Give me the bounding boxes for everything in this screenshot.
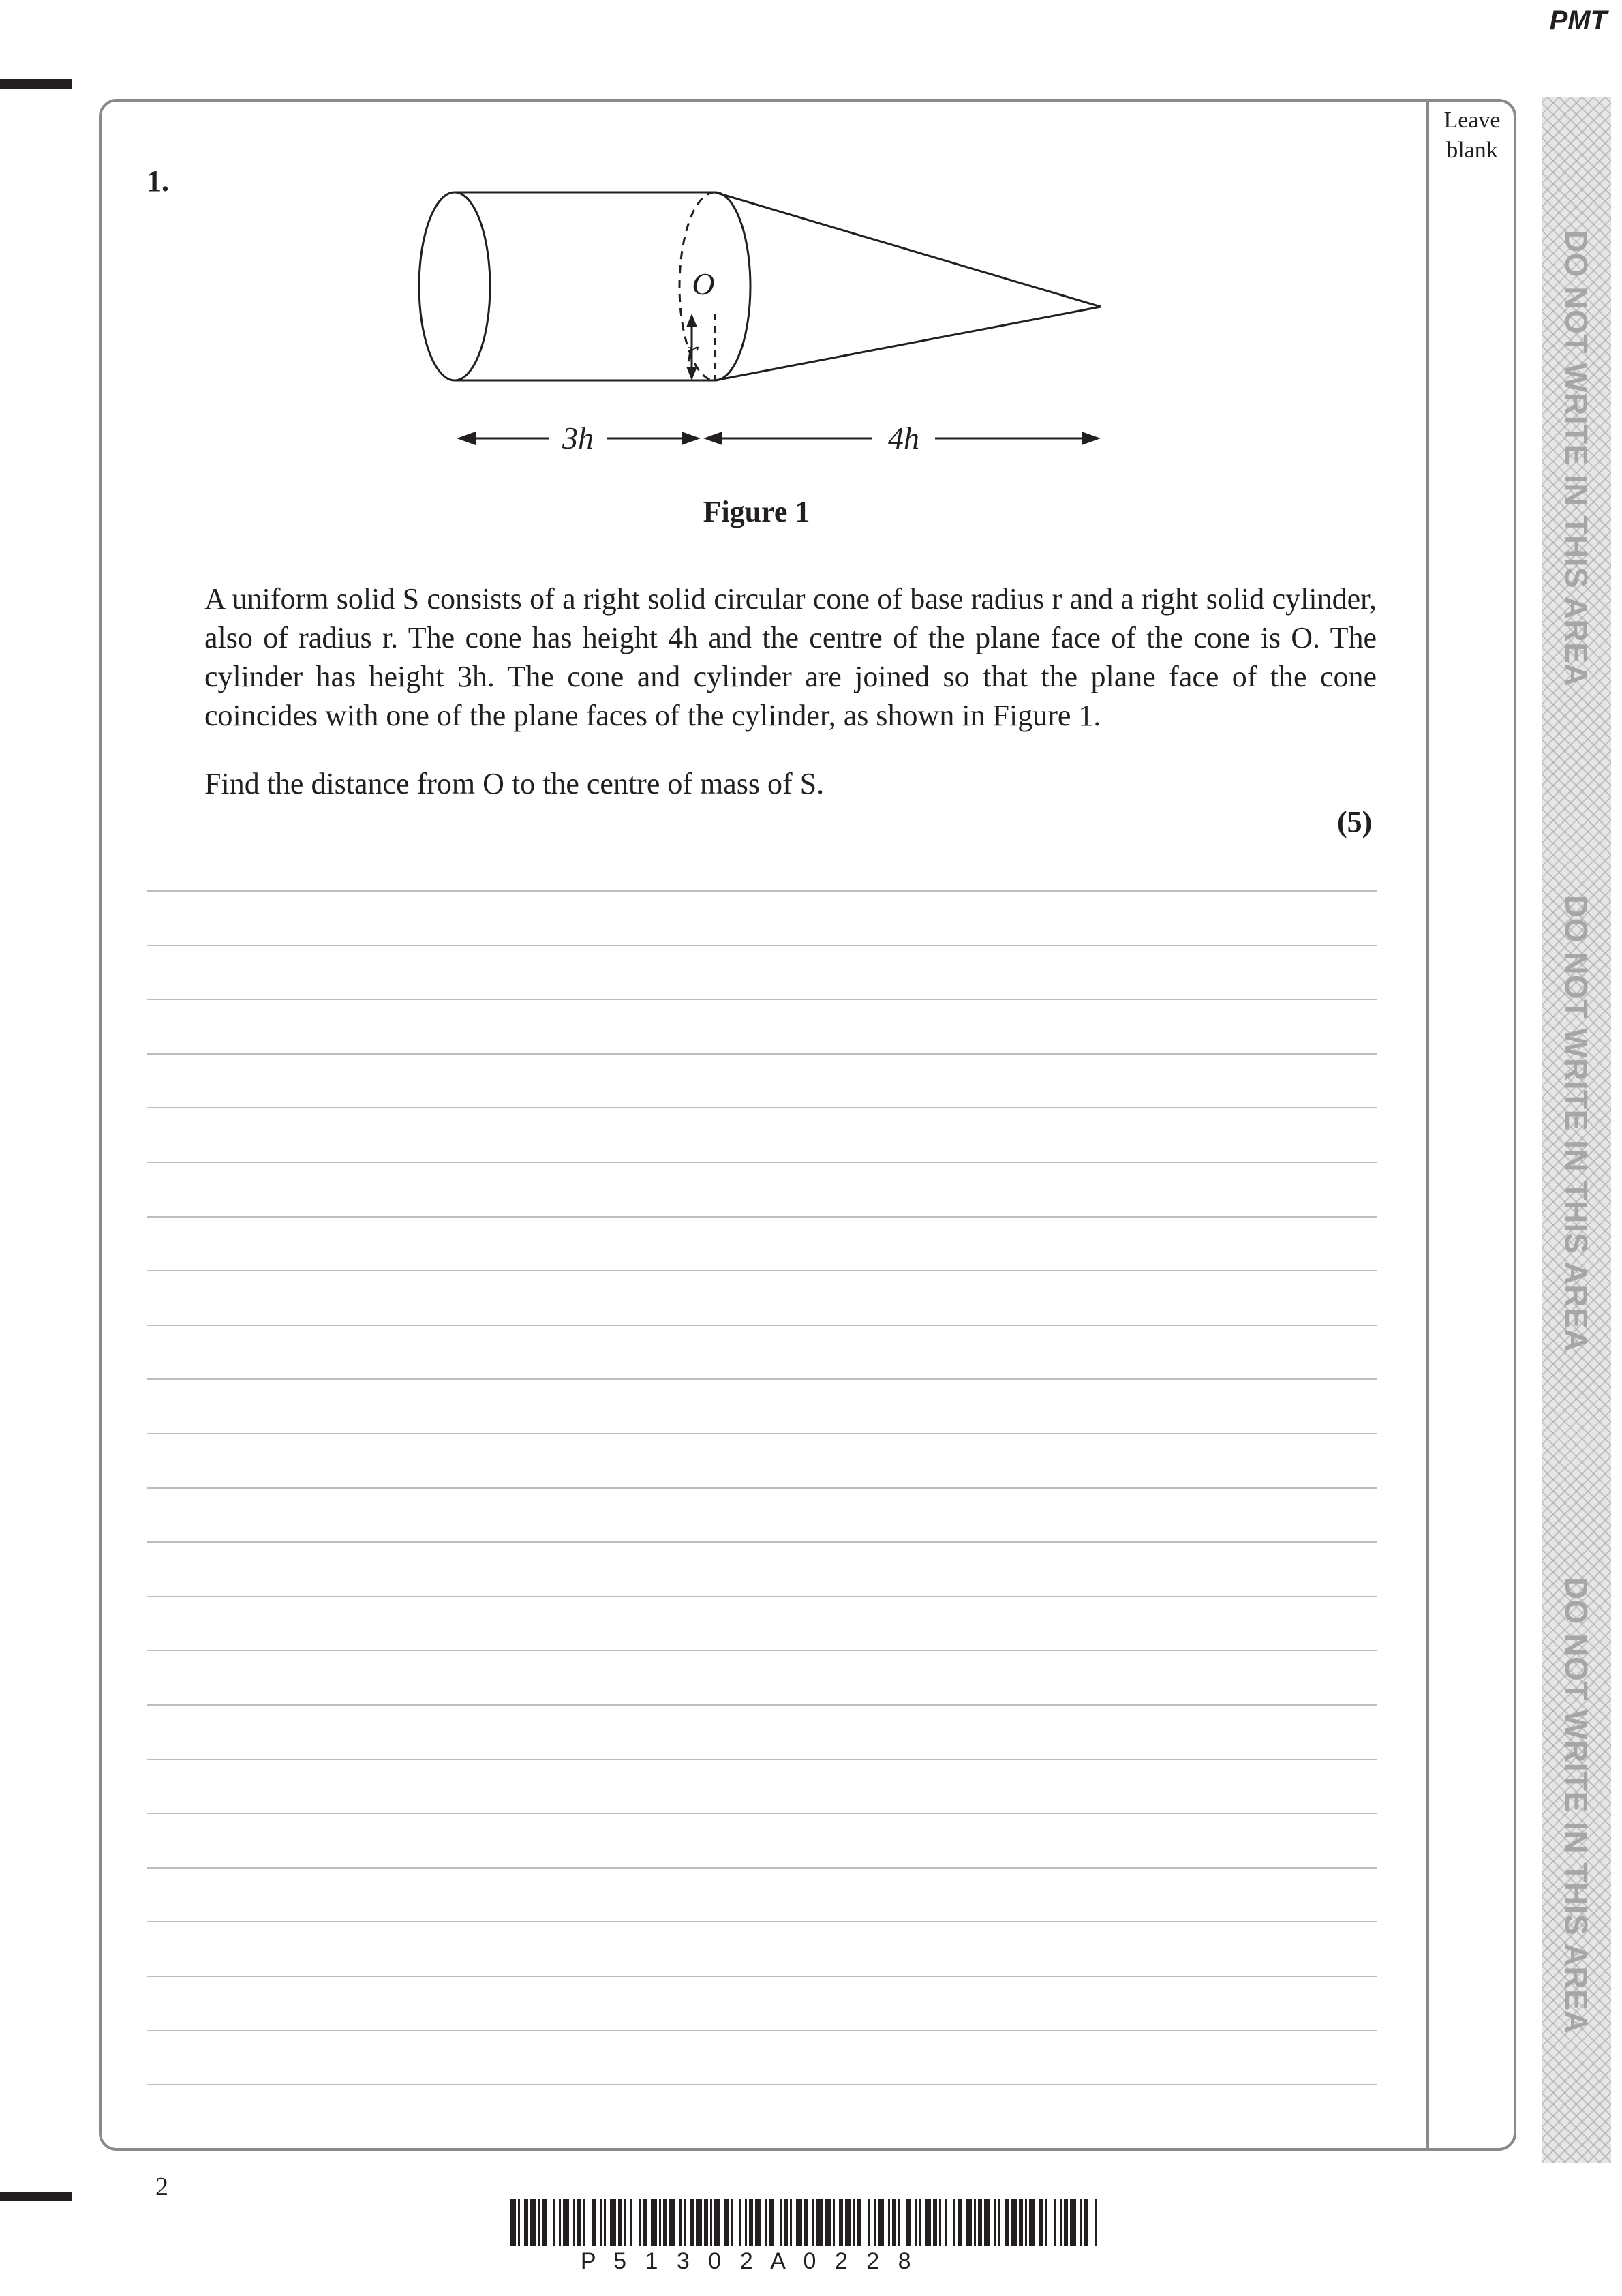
barcode-bar (919, 2199, 921, 2246)
leave-blank-label: Leave blank (1443, 108, 1501, 163)
barcode-bar (958, 2199, 962, 2246)
answer-line (147, 1867, 1377, 1869)
barcode-bar (1025, 2199, 1027, 2246)
label-4h: 4h (888, 421, 919, 455)
barcode-bar (710, 2199, 712, 2246)
barcode-bar (714, 2199, 720, 2246)
barcode-bar (684, 2199, 686, 2246)
question-paragraph: A uniform solid S consists of a right solid circular cone of base radius r and a right solid cylinder, also of radius r. The cone has height 4h and the centre of the plane face of the cone is O. The cylinder has height 3h. The cone and cylinder are joined so that the plane face of the cone coincides with one of the plane faces of the cylinder, as shown in Figure 1. (204, 582, 1377, 732)
answer-line (147, 1976, 1377, 1977)
barcode-digit: 2 (866, 2248, 880, 2274)
answer-line (147, 1650, 1377, 1651)
barcode-bar (600, 2199, 602, 2246)
barcode-bar (939, 2199, 941, 2246)
answer-line (147, 2084, 1377, 2085)
barcode-bar (663, 2199, 667, 2246)
barcode-bar (998, 2199, 1000, 2246)
barcode-bar (1011, 2199, 1017, 2246)
barcode-bar (974, 2199, 976, 2246)
barcode-bar (1060, 2199, 1062, 2246)
cone-top-edge (715, 192, 1101, 307)
barcode-bar (839, 2199, 843, 2246)
answer-line (147, 1704, 1377, 1706)
answer-line (147, 1378, 1377, 1380)
barcode-bar (610, 2199, 616, 2246)
barcode-bar (1019, 2199, 1023, 2246)
answer-line (147, 1759, 1377, 1760)
answer-line (147, 1325, 1377, 1326)
barcode-bar (643, 2199, 647, 2246)
cone-bottom-edge (715, 307, 1101, 380)
cylinder-left-face (419, 192, 490, 380)
barcode-digit: 0 (803, 2248, 816, 2274)
barcode-bar (724, 2199, 729, 2246)
barcode-bar (704, 2199, 708, 2246)
barcode-bar (796, 2199, 802, 2246)
figure-caption: Figure 1 (703, 495, 810, 528)
barcode-digit: 2 (834, 2248, 848, 2274)
barcode-bar (510, 2199, 516, 2246)
barcode-digit: 5 (613, 2248, 627, 2274)
barcode-bar (731, 2199, 733, 2246)
barcode-bar (769, 2199, 774, 2246)
label-3h: 3h (562, 421, 594, 455)
barcode-bar (530, 2199, 536, 2246)
barcode-bar (966, 2199, 972, 2246)
barcode-digit: 0 (708, 2248, 722, 2274)
figure-1-diagram (382, 177, 1118, 464)
barcode-bar (878, 2199, 884, 2246)
barcode-bar (1005, 2199, 1009, 2246)
barcode-digit: 2 (739, 2248, 753, 2274)
barcode-bar (845, 2199, 851, 2246)
barcode-bar (790, 2199, 792, 2246)
barcode-bar (765, 2199, 767, 2246)
answer-line (147, 945, 1377, 946)
answer-line (147, 1921, 1377, 1922)
barcode-bar (553, 2199, 555, 2246)
barcode-bar (524, 2199, 528, 2246)
barcode-bar (857, 2199, 861, 2246)
barcode-bar (780, 2199, 782, 2246)
leave-blank-divider (1426, 100, 1429, 2149)
barcode-bar (888, 2199, 890, 2246)
barcode-bar (624, 2199, 626, 2246)
answer-line (147, 1162, 1377, 1163)
barcode-bar (978, 2199, 982, 2246)
barcode-bar (518, 2199, 520, 2246)
barcode-bar (696, 2199, 702, 2246)
barcode-bar (953, 2199, 955, 2246)
barcode-bar (669, 2199, 675, 2246)
answer-line (147, 1487, 1377, 1489)
barcode-bar (749, 2199, 753, 2246)
barcode-bar (804, 2199, 808, 2246)
barcode-bar (984, 2199, 990, 2246)
answer-line (147, 2030, 1377, 2031)
barcode-bar (833, 2199, 835, 2246)
barcode-bar (559, 2199, 561, 2246)
barcode-bar (945, 2199, 947, 2246)
barcode-bar (604, 2199, 606, 2246)
barcode-bar (892, 2199, 896, 2246)
barcode-bar (1080, 2199, 1082, 2246)
barcode-bar (745, 2199, 747, 2246)
barcode-digits (572, 2248, 920, 2275)
barcode-bar (1095, 2199, 1097, 2246)
answer-line (147, 999, 1377, 1000)
barcode-bar (898, 2199, 900, 2246)
barcode-bar (538, 2199, 540, 2246)
barcode-bar (690, 2199, 694, 2246)
barcode-bar (583, 2199, 585, 2246)
barcode-bar (784, 2199, 788, 2246)
barcode-bar (679, 2199, 682, 2246)
answer-line (147, 1107, 1377, 1108)
barcode-bar (933, 2199, 937, 2246)
answer-line (147, 1813, 1377, 1814)
barcode-bar (592, 2199, 596, 2246)
answer-line (147, 1053, 1377, 1055)
barcode-bar (618, 2199, 622, 2246)
answer-line (147, 1216, 1377, 1218)
barcode-bar (542, 2199, 547, 2246)
barcode-bar (755, 2199, 761, 2246)
barcode-bar (906, 2199, 911, 2246)
barcode-bar (925, 2199, 931, 2246)
answer-line (147, 890, 1377, 892)
barcode-bar (816, 2199, 823, 2246)
barcode-digit: 8 (898, 2248, 911, 2274)
barcode-bar (1084, 2199, 1088, 2246)
barcode-bar (630, 2199, 632, 2246)
barcode-digit: P (580, 2248, 596, 2274)
barcode-bar (1039, 2199, 1043, 2246)
barcode-bar (915, 2199, 917, 2246)
barcode-bar (573, 2199, 575, 2246)
answer-line (147, 1596, 1377, 1597)
answer-line (147, 1270, 1377, 1271)
page-number: 2 (155, 2173, 168, 2201)
question-number: 1. (147, 164, 169, 198)
barcode-bar (812, 2199, 814, 2246)
question-marks: (5) (1337, 805, 1373, 839)
barcode-bar (577, 2199, 581, 2246)
barcode-bar (853, 2199, 855, 2246)
barcode-digit: 3 (676, 2248, 690, 2274)
barcode-digit: 1 (645, 2248, 658, 2274)
barcode-bar (651, 2199, 657, 2246)
radius-arrow-head-down (686, 367, 697, 380)
answer-line (147, 1541, 1377, 1543)
label-centre-o: O (692, 267, 715, 301)
registration-mark-top (0, 79, 72, 89)
barcode-image (510, 2199, 1103, 2246)
registration-mark-bottom (0, 2192, 72, 2201)
barcode-bar (994, 2199, 996, 2246)
barcode-bar (825, 2199, 831, 2246)
barcode-bar (659, 2199, 661, 2246)
pmt-label: PMT (1549, 5, 1607, 35)
barcode-bar (639, 2199, 641, 2246)
barcode-bar (563, 2199, 569, 2246)
barcode-bar (1054, 2199, 1056, 2246)
barcode-bar (868, 2199, 870, 2246)
question-task: Find the distance from O to the centre of mass of S. (204, 767, 825, 800)
barcode-bar (874, 2199, 876, 2246)
cylinder-right-face-front (715, 192, 750, 380)
answer-line (147, 1433, 1377, 1434)
barcode-bar (1029, 2199, 1035, 2246)
barcode-bar (739, 2199, 741, 2246)
barcode-bar (1064, 2199, 1068, 2246)
label-radius-r: r (686, 333, 699, 368)
barcode-bar (1070, 2199, 1076, 2246)
radius-arrow-head-up (686, 314, 697, 327)
barcode-digit: A (770, 2248, 786, 2274)
barcode-bar (1045, 2199, 1047, 2246)
